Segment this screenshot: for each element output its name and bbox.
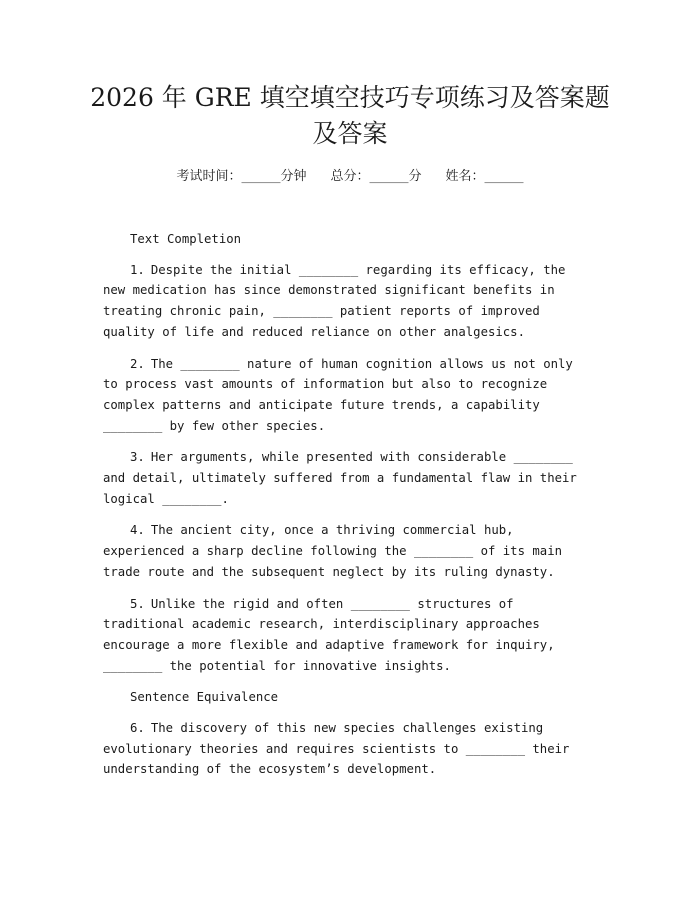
questions-body bbox=[103, 229, 593, 791]
question-number: 1. bbox=[130, 262, 145, 277]
question-text: Despite the initial ________ regarding its efficacy, the new medication has since demonstrated significant benefits in treating chronic pain, ________ patient reports of improved quality of life and reduced reliance on other analgesics. bbox=[103, 262, 566, 339]
question-text: The ________ nature of human cognition allows us not only to process vast amounts of information but also to recognize complex patterns and anticipate future trends, a capability ________ by few other species. bbox=[103, 356, 573, 433]
question-text: The ancient city, once a thriving commercial hub, experienced a sharp decline following the ________ of its main trade route and the subsequent neglect by its ruling dynasty. bbox=[103, 523, 563, 579]
question-text: The discovery of this new species challenges existing evolutionary theories and requires scientists to ________ their understanding of the ecosystem’s development. bbox=[103, 721, 570, 777]
question-text: Unlike the rigid and often ________ structures of traditional academic research, interdisciplinary approaches encourage a more flexible and adaptive framework for inquiry, ________ the potential for innovative insights. bbox=[103, 596, 555, 673]
question-2 bbox=[103, 354, 593, 437]
total-score-label: 总分：______分 bbox=[330, 169, 422, 184]
question-text: Her arguments, while presented with considerable ________ and detail, ultimately suffered from a fundamental flaw in their logical ________. bbox=[103, 450, 577, 506]
question-6 bbox=[103, 718, 593, 780]
question-number: 4. bbox=[130, 523, 145, 538]
exam-info-line bbox=[0, 167, 700, 187]
page-title: 2026 年 GRE 填空填空技巧专项练习及答案题及答案 bbox=[90, 83, 610, 148]
section-heading-sentence-equivalence: Sentence Equivalence bbox=[130, 690, 279, 705]
question-number: 6. bbox=[130, 721, 145, 736]
question-1 bbox=[103, 260, 593, 343]
question-number: 2. bbox=[130, 356, 145, 371]
question-number: 5. bbox=[130, 596, 145, 611]
exam-time-label: 考试时间：______分钟 bbox=[176, 169, 307, 184]
question-3 bbox=[103, 447, 593, 509]
section-heading-text-completion: Text Completion bbox=[130, 232, 242, 246]
name-label: 姓名：______ bbox=[445, 169, 524, 184]
question-4 bbox=[103, 520, 593, 582]
question-5 bbox=[103, 594, 593, 677]
question-number: 3. bbox=[130, 450, 145, 465]
